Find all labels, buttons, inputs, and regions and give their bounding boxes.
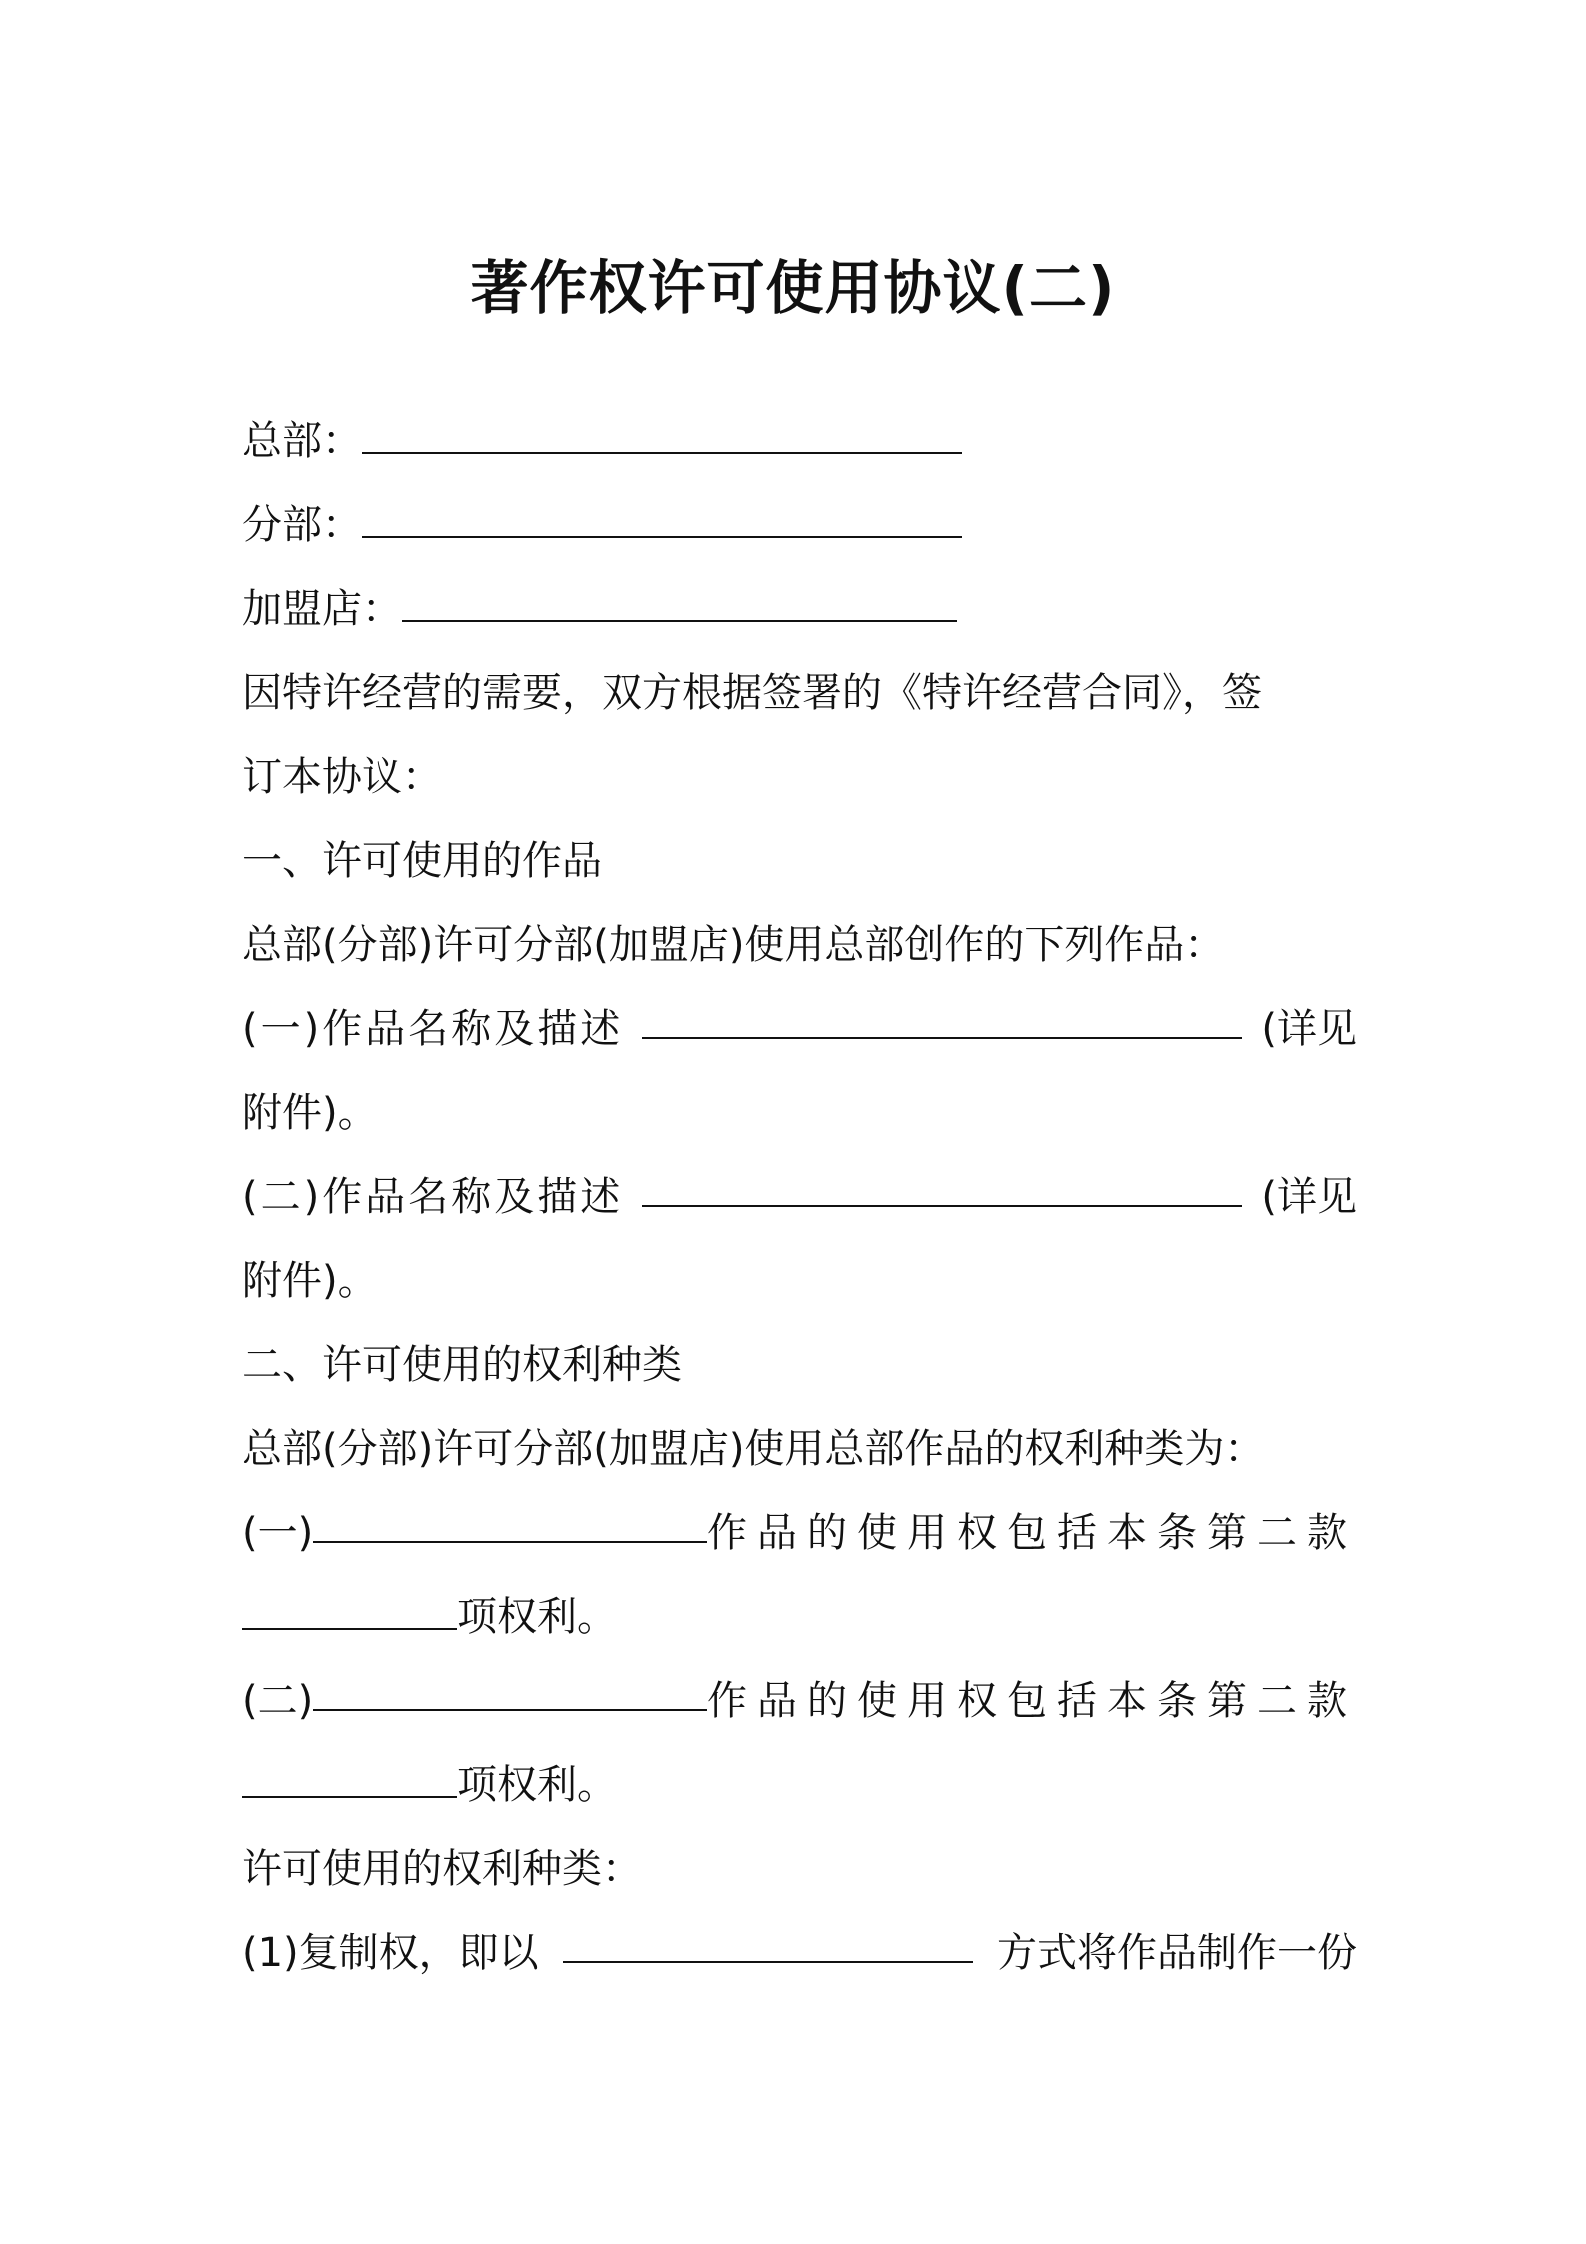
rights-heading: 许可使用的权利种类： (242, 1846, 642, 1892)
franchise-field (242, 581, 1357, 637)
item2-suffix: (详见 (1261, 1174, 1357, 1220)
section2-item-2 (242, 1673, 1357, 1729)
s2-item1-count-blank[interactable] (242, 1592, 457, 1630)
section2-item-1 (242, 1505, 1357, 1561)
item1-suffix: (详见 (1261, 1006, 1357, 1052)
s2-item2-count-blank[interactable] (242, 1760, 457, 1798)
s2-item1-prefix: (一) (242, 1510, 314, 1556)
section2-description: 总部(分部)许可分部(加盟店)使用总部作品的权利种类为： (242, 1426, 1265, 1472)
section1-item-2 (242, 1169, 1357, 1225)
intro-line-2: 订本协议： (242, 754, 442, 800)
intro-line-1: 因特许经营的需要，双方根据签署的《特许经营合同》，签 (242, 670, 1262, 716)
headquarters-blank[interactable] (362, 416, 962, 454)
s2-item1-suffix: 作品的使用权包括本条第二款 (707, 1510, 1357, 1556)
section1-item-1-cont: 附件)。 (242, 1090, 378, 1136)
right1-blank[interactable] (563, 1925, 973, 1963)
s2-item1-blank[interactable] (313, 1505, 707, 1543)
section1-item-1 (242, 1001, 1357, 1057)
s2-item2-cont: 项权利。 (457, 1762, 617, 1808)
s2-item2-prefix: (二) (242, 1678, 314, 1724)
section2-item-1-cont (242, 1589, 1357, 1645)
section2-heading: 二、许可使用的权利种类 (242, 1342, 682, 1388)
branch-blank[interactable] (362, 500, 962, 538)
branch-field (242, 497, 1357, 553)
right1-suffix: 方式将作品制作一份 (996, 1930, 1357, 1976)
section1-item-2-cont: 附件)。 (242, 1258, 378, 1304)
headquarters-field (242, 413, 1357, 469)
right-1 (242, 1925, 1357, 1981)
item2-prefix: (二)作品名称及描述 (242, 1174, 624, 1220)
section1-heading: 一、许可使用的作品 (242, 838, 602, 884)
item1-blank[interactable] (642, 1001, 1242, 1039)
s2-item2-suffix: 作品的使用权包括本条第二款 (707, 1678, 1357, 1724)
section1-description: 总部(分部)许可分部(加盟店)使用总部创作的下列作品： (242, 922, 1225, 968)
s2-item2-blank[interactable] (313, 1673, 707, 1711)
item2-blank[interactable] (642, 1169, 1242, 1207)
franchise-blank[interactable] (402, 584, 957, 622)
franchise-label: 加盟店： (242, 586, 402, 632)
headquarters-label: 总部： (242, 418, 362, 464)
section2-item-2-cont (242, 1757, 1357, 1813)
item1-prefix: (一)作品名称及描述 (242, 1006, 624, 1052)
s2-item1-cont: 项权利。 (457, 1594, 617, 1640)
document-title: 著作权许可使用协议(二) (470, 254, 1116, 322)
right1-prefix: (1)复制权，即以 (242, 1930, 539, 1976)
branch-label: 分部： (242, 502, 362, 548)
